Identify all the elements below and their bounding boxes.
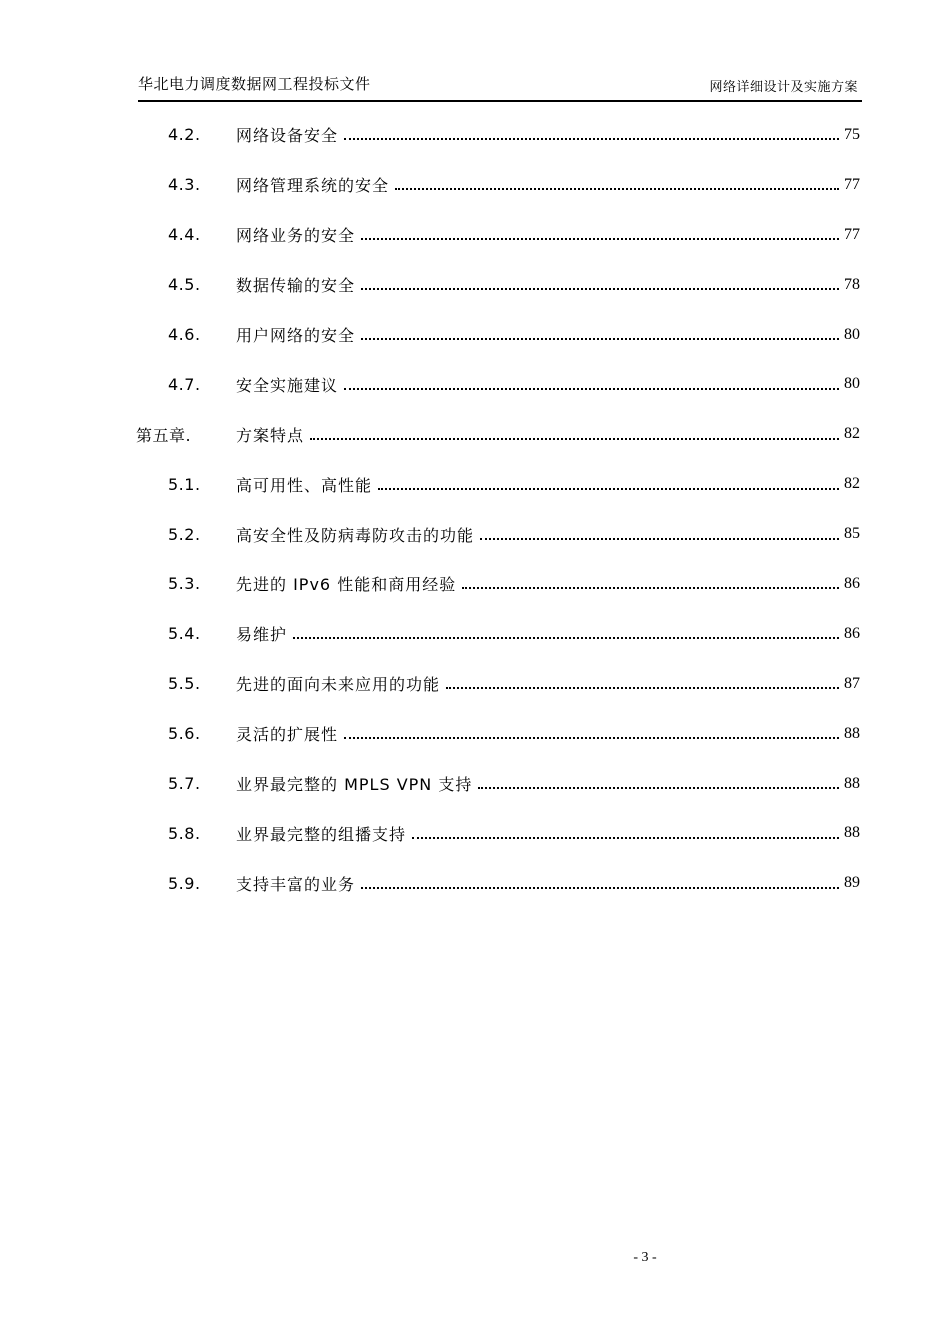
toc-dot-leader [344, 387, 839, 390]
toc-entry-number: 5.8. [168, 823, 201, 843]
toc-entry-number: 5.9. [168, 873, 201, 893]
toc-entry-page: 82 [844, 475, 860, 493]
toc-entry-page: 87 [844, 674, 860, 692]
toc-entry-page: 88 [844, 724, 860, 742]
toc-entry-chapter[interactable] [136, 409, 860, 459]
page-header [138, 70, 862, 102]
toc-entry-title: 支持丰富的业务 [236, 872, 361, 895]
toc-entry-title: 网络管理系统的安全 [236, 173, 395, 196]
toc-dot-leader [478, 786, 839, 789]
toc-entry-title: 网络设备安全 [236, 123, 344, 146]
toc-entry[interactable] [136, 210, 860, 260]
toc-entry-page: 80 [844, 325, 860, 343]
toc-dot-leader [480, 537, 839, 540]
toc-entry-page: 75 [844, 125, 860, 143]
toc-entry-page: 77 [844, 175, 860, 193]
toc-entry-page: 78 [844, 275, 860, 293]
toc-entry-title: 先进的 IPv6 性能和商用经验 [236, 572, 462, 595]
toc-dot-leader [344, 736, 839, 739]
toc-entry[interactable] [136, 609, 860, 659]
toc-entry-title: 高可用性、高性能 [236, 473, 378, 496]
toc-entry-page: 89 [844, 874, 860, 892]
toc-entry-title: 易维护 [236, 622, 293, 645]
toc-entry[interactable] [136, 559, 860, 609]
toc-entry[interactable] [136, 759, 860, 809]
toc-entry-number: 5.6. [168, 724, 201, 744]
toc-entry[interactable] [136, 709, 860, 759]
toc-entry-number: 4.3. [168, 175, 201, 195]
toc-entry[interactable] [136, 459, 860, 509]
toc-entry[interactable] [136, 808, 860, 858]
toc-entry-number: 5.4. [168, 624, 201, 644]
toc-entry[interactable] [136, 260, 860, 310]
toc-entry-title: 数据传输的安全 [236, 273, 361, 296]
section-title: 网络详细设计及实施方案 [709, 80, 858, 95]
toc-entry-number: 第五章. [136, 425, 192, 445]
toc-dot-leader [361, 886, 839, 889]
toc-entry-number: 5.5. [168, 674, 201, 694]
toc-entry-title: 业界最完整的组播支持 [236, 822, 412, 845]
toc-entry-title: 灵活的扩展性 [236, 722, 344, 745]
toc-entry[interactable] [136, 858, 860, 908]
toc-entry-number: 5.3. [168, 574, 201, 594]
toc-entry-number: 4.5. [168, 275, 201, 295]
toc-entry-title: 用户网络的安全 [236, 323, 361, 346]
toc-entry-number: 5.7. [168, 774, 201, 794]
toc-entry-number: 4.4. [168, 225, 201, 245]
toc-dot-leader [310, 437, 839, 440]
toc-entry-page: 86 [844, 624, 860, 642]
toc-entry-title: 先进的面向未来应用的功能 [236, 672, 446, 695]
toc-entry[interactable] [136, 509, 860, 559]
toc-entry-number: 5.1. [168, 474, 201, 494]
toc-entry-page: 86 [844, 574, 860, 592]
toc-entry[interactable] [136, 359, 860, 409]
toc-entry[interactable] [136, 310, 860, 360]
toc-entry-title: 高安全性及防病毒防攻击的功能 [236, 523, 480, 546]
page-number: - 3 - [633, 1250, 657, 1265]
toc-dot-leader [293, 636, 839, 639]
table-of-contents [136, 110, 860, 908]
toc-dot-leader [462, 586, 839, 589]
toc-dot-leader [412, 836, 839, 839]
toc-entry-number: 4.6. [168, 325, 201, 344]
toc-entry-number: 4.7. [168, 374, 201, 394]
toc-entry-title: 安全实施建议 [236, 373, 344, 396]
toc-dot-leader [361, 337, 839, 340]
toc-dot-leader [395, 187, 839, 190]
toc-entry-title: 网络业务的安全 [236, 223, 361, 246]
toc-dot-leader [344, 137, 839, 140]
toc-entry-page: 80 [844, 375, 860, 393]
toc-entry-page: 85 [844, 525, 860, 543]
toc-entry[interactable] [136, 110, 860, 160]
toc-entry-page: 88 [844, 774, 860, 792]
toc-dot-leader [378, 487, 839, 490]
toc-dot-leader [361, 287, 839, 290]
toc-entry[interactable] [136, 659, 860, 709]
toc-entry-page: 77 [844, 225, 860, 243]
toc-entry-title: 方案特点 [236, 423, 310, 446]
toc-entry-page: 88 [844, 824, 860, 842]
toc-entry-number: 5.2. [168, 524, 201, 544]
toc-dot-leader [361, 237, 839, 240]
toc-entry-title: 业界最完整的 MPLS VPN 支持 [236, 772, 478, 795]
toc-entry[interactable] [136, 160, 860, 210]
toc-entry-number: 4.2. [168, 125, 201, 145]
document-title: 华北电力调度数据网工程投标文件 [138, 75, 371, 93]
toc-dot-leader [446, 686, 839, 689]
toc-entry-page: 82 [844, 425, 860, 443]
